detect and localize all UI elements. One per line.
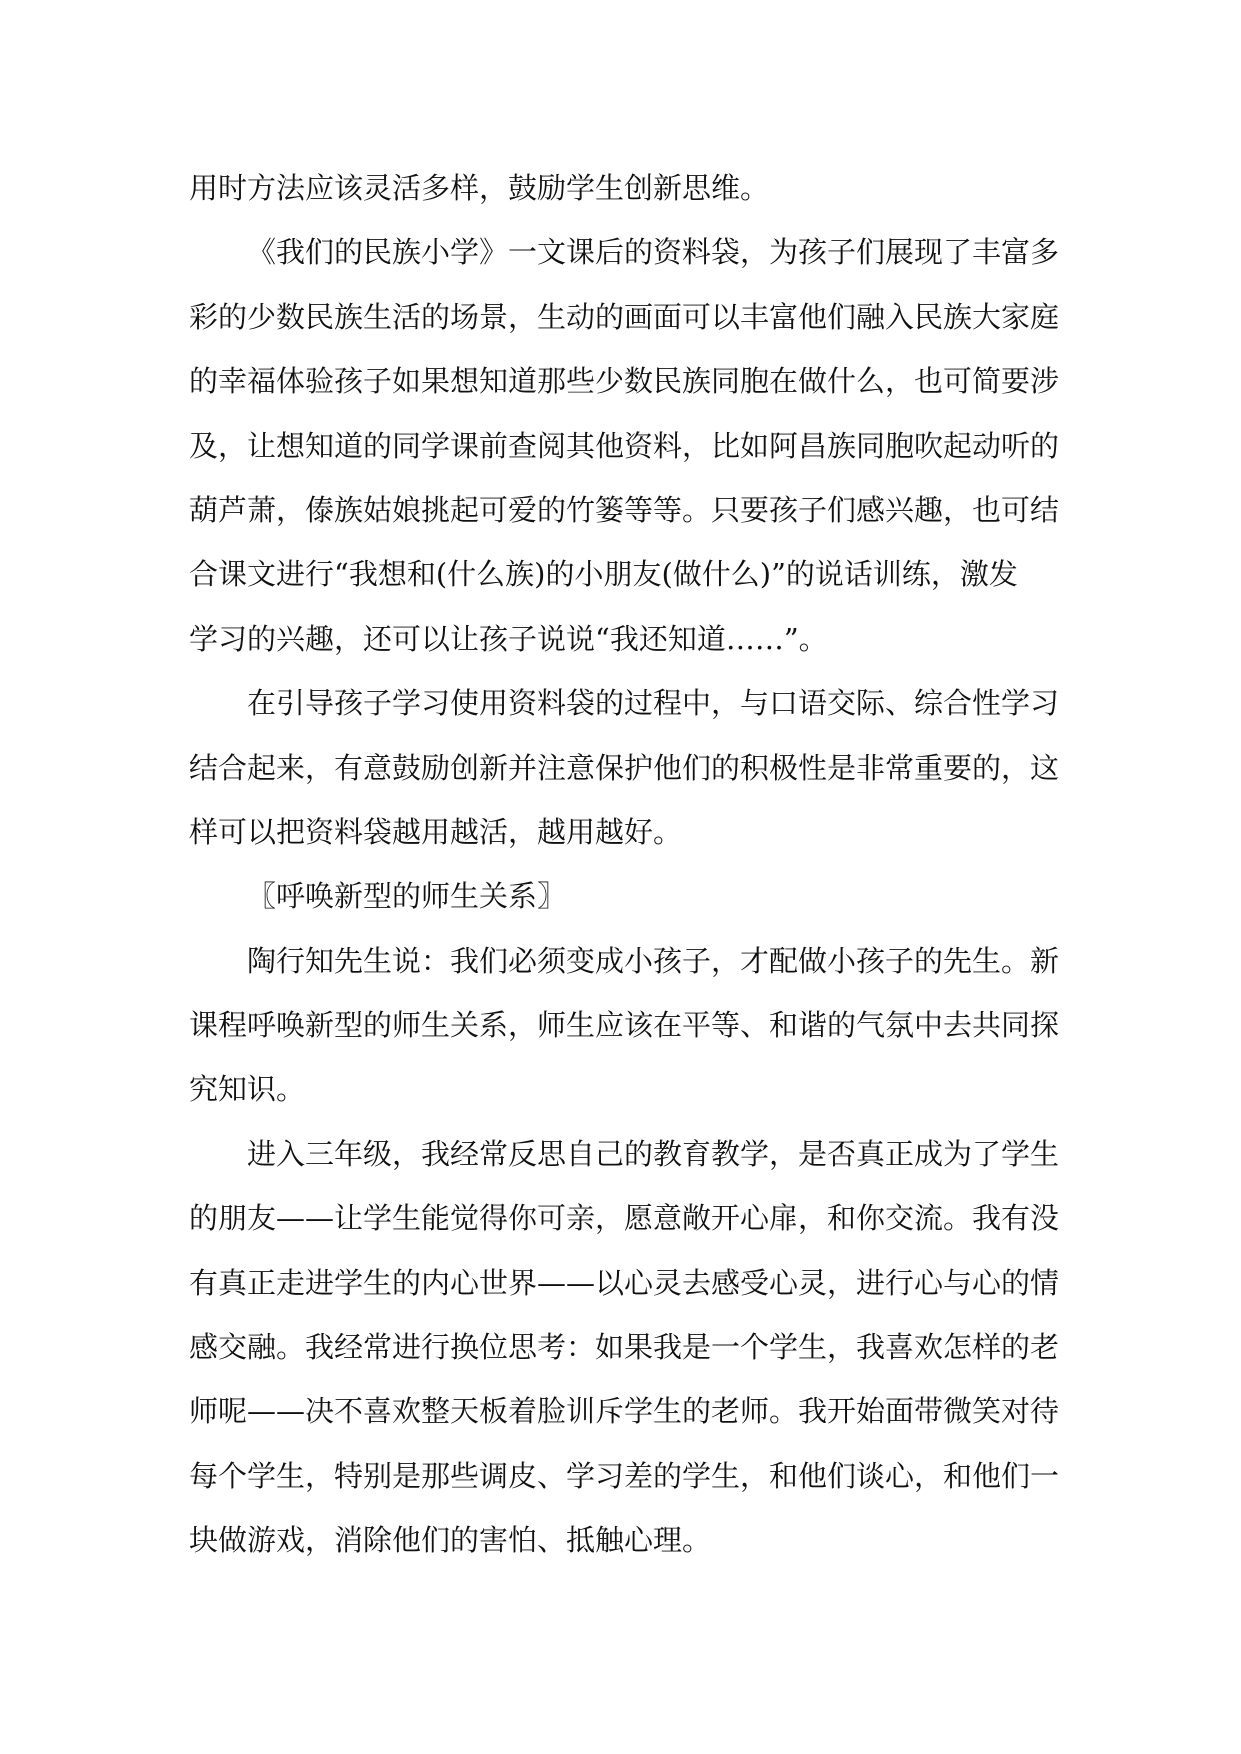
text-line: 用时方法应该灵活多样，鼓励学生创新思维。 [189, 171, 770, 205]
text-line: 的幸福体验孩子如果想知道那些少数民族同胞在做什么，也可简要涉 [189, 364, 1059, 399]
text-line: 彩的少数民族生活的场景，生动的画面可以丰富他们融入民族大家庭 [189, 299, 1059, 334]
text-line: 的朋友——让学生能觉得你可亲，愿意敞开心扉，和你交流。我有没 [189, 1201, 1059, 1236]
text-line: 学习的兴趣，还可以让孩子说说“我还知道……”。 [189, 621, 828, 656]
text-line: 陶行知先生说：我们必须变成小孩子，才配做小孩子的先生。新 [247, 943, 1059, 978]
section-heading: 〖呼唤新型的师生关系〗 [247, 879, 567, 914]
text-line: 课程呼唤新型的师生关系，师生应该在平等、和谐的气氛中去共同探 [189, 1008, 1059, 1043]
text-line: 块做游戏，消除他们的害怕、抵触心理。 [189, 1523, 712, 1558]
text-line: 进入三年级，我经常反思自己的教育教学，是否真正成为了学生 [247, 1136, 1059, 1171]
text-line: 葫芦萧，傣族姑娘挑起可爱的竹篓等等。只要孩子们感兴趣，也可结 [189, 492, 1059, 527]
text-line: 《我们的民族小学》一文课后的资料袋，为孩子们展现了丰富多 [247, 235, 1059, 270]
text-line: 合课文进行“我想和(什么族)的小朋友(做什么)”的说话训练，激发 [189, 557, 1018, 592]
text-line: 结合起来，有意鼓励创新并注意保护他们的积极性是非常重要的，这 [189, 750, 1059, 785]
text-line: 及，让想知道的同学课前查阅其他资料，比如阿昌族同胞吹起动听的 [189, 428, 1059, 463]
text-line: 样可以把资料袋越用越活，越用越好。 [189, 814, 683, 849]
text-line: 师呢——决不喜欢整天板着脸训斥学生的老师。我开始面带微笑对待 [189, 1394, 1059, 1429]
text-line: 感交融。我经常进行换位思考：如果我是一个学生，我喜欢怎样的老 [189, 1330, 1059, 1365]
text-line: 究知识。 [189, 1072, 306, 1107]
body-text [189, 156, 1059, 1573]
text-line: 在引导孩子学习使用资料袋的过程中，与口语交际、综合性学习 [247, 686, 1059, 721]
text-line: 有真正走进学生的内心世界——以心灵去感受心灵，进行心与心的情 [189, 1265, 1059, 1300]
text-line: 每个学生，特别是那些调皮、学习差的学生，和他们谈心，和他们一 [189, 1458, 1059, 1493]
